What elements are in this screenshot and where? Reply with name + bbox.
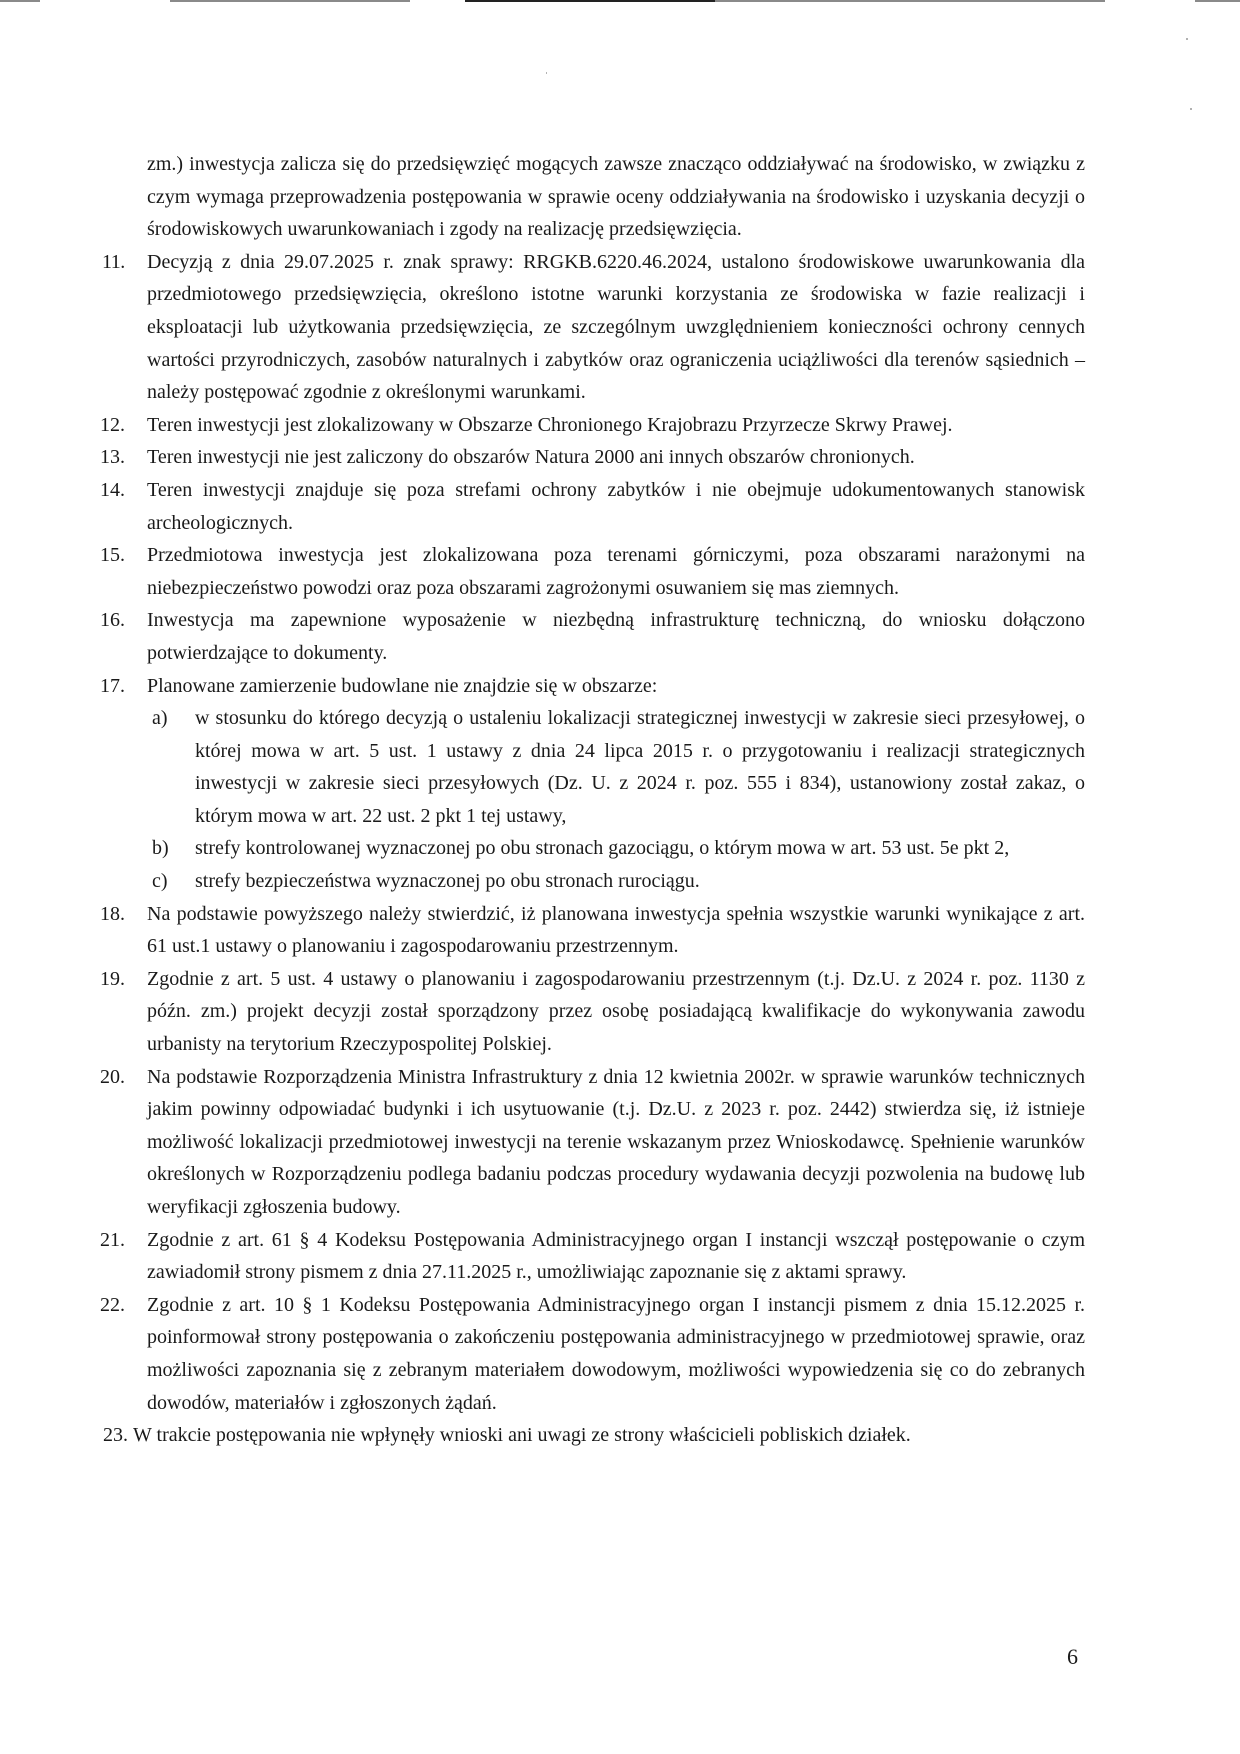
item-text: Teren inwestycji znajduje się poza strefami ochrony zabytków i nie obejmuje udokumentowanych stanowisk archeologicznych. [147,478,1085,534]
list-item-16 [100,604,1085,669]
scan-speck [1186,38,1188,40]
item-number: 11. [102,250,125,273]
item-number: 23. [103,1424,128,1447]
item-number: 14. [100,478,125,501]
list-item-11 [100,246,1085,409]
list-item-17 [100,670,1085,703]
sub-item-letter: b) [152,837,169,860]
list-item-22 [100,1289,1085,1419]
item-number: 16. [100,609,125,632]
sub-item-text: strefy kontrolowanej wyznaczonej po obu stronach gazociągu, o którym mowa w art. 53 ust. 5e pkt 2, [195,837,1010,860]
list-item-13 [100,441,1085,474]
list-item-23 [100,1419,1085,1452]
item-number: 17. [100,674,125,697]
sub-item-text: w stosunku do którego decyzją o ustaleniu lokalizacji strategicznej inwestycji w zakresie sieci przesyłowej, o której mowa w art. 5 ust. 1 ustawy z dnia 24 lipca 2015 r. o przygotowaniu i realizacji strategicznych inwestycji w zakresie sieci przesyłowych (Dz. U. z 2024 r. poz. 555 i 834), ustanowiony został zakaz, o którym mowa w art. 22 ust. 2 pkt 1 tej ustawy, [195,707,1085,827]
list-item-14 [100,474,1085,539]
page-number: 6 [1067,1644,1078,1669]
list-item-12 [100,409,1085,442]
item-number: 21. [100,1228,125,1251]
item-number: 18. [100,902,125,925]
item-text: Przedmiotowa inwestycja jest zlokalizowana poza terenami górniczymi, poza obszarami narażonymi na niebezpieczeństwo powodzi oraz poza obszarami zagrożonymi osuwaniem się mas ziemnych. [147,544,1085,599]
item-text: Zgodnie z art. 61 § 4 Kodeksu Postępowania Administracyjnego organ I instancji wszczął postępowanie o czym zawiadomił strony pismem z dnia 27.11.2025 r., umożliwiając zapoznanie się z aktami sprawy. [147,1228,1085,1284]
list-item-19 [100,963,1085,1061]
item-text: W trakcie postępowania nie wpłynęły wnioski ani uwagi ze strony właścicieli pobliskich działek. [133,1424,911,1447]
sub-item-b [100,832,1085,865]
item-number: 15. [100,544,125,567]
list-item-15 [100,539,1085,604]
sub-item-letter: a) [152,707,168,730]
sub-item-a [100,702,1085,832]
list-item-18 [100,898,1085,963]
item-text: Decyzją z dnia 29.07.2025 r. znak sprawy: RRGKB.6220.46.2024, ustalono środowiskowe uwarunkowania dla przedmiotowego przedsięwzięcia, określono istotne warunki korzystania ze środowiska w fazie realizacji i eksploatacji lub użytkowania przedsięwzięcia, ze szczególnym uwzględnieniem konieczności ochrony cennych wartości przyrodniczych, zasobów naturalnych i zabytków oraz ograniczenia uciążliwości dla terenów sąsiednich – należy postępować zgodnie z określonymi warunkami. [147,250,1085,404]
item-number: 20. [100,1065,125,1088]
item-text: Zgodnie z art. 5 ust. 4 ustawy o planowaniu i zagospodarowaniu przestrzennym (t.j. Dz.U. z 2024 r. poz. 1130 z późn. zm.) projekt decyzji został sporządzony przez osobę posiadającą kwalifikacje do wykonywania zawodu urbanisty na terytorium Rzeczypospolitej Polskiej. [147,967,1085,1056]
item-text: Na podstawie powyższego należy stwierdzić, iż planowana inwestycja spełnia wszystkie warunki wynikające z art. 61 ust.1 ustawy o planowaniu i zagospodarowaniu przestrzennym. [147,902,1085,958]
scan-speck [1190,108,1192,110]
scan-edge-artifact [0,0,1240,2]
item-number: 13. [100,446,125,469]
item-text: Inwestycja ma zapewnione wyposażenie w niezbędną infrastrukturę techniczną, do wniosku dołączono potwierdzające to dokumenty. [147,609,1085,664]
item-text: Zgodnie z art. 10 § 1 Kodeksu Postępowania Administracyjnego organ I instancji pismem z dnia 15.12.2025 r. poinformował strony postępowania o zakończeniu postępowania administracyjnego w przedmiotowej sprawie, oraz możliwości zapoznania się z zebranym materiałem dowodowym, możliwości wypowiedzenia się co do zebranych dowodów, materiałów i zgłoszonych żądań. [147,1293,1085,1414]
scan-speck [546,72,547,74]
item-text: Na podstawie Rozporządzenia Ministra Infrastruktury z dnia 12 kwietnia 2002r. w sprawie warunków technicznych jakim powinny odpowiadać budynki i ich usytuowanie (t.j. Dz.U. z 2023 r. poz. 2442) stwierdza się, iż istnieje możliwość lokalizacji przedmiotowej inwestycji na terenie wskazanym przez Wnioskodawcę. Spełnienie warunków określonych w Rozporządzeniu podlega badaniu podczas procedury wydawania decyzji pozwolenia na budowę lub weryfikacji zgłoszenia budowy. [147,1065,1085,1218]
item-text: Planowane zamierzenie budowlane nie znajdzie się w obszarze: [147,674,658,697]
list-item-20 [100,1061,1085,1224]
item-number: 19. [100,967,125,990]
sub-item-letter: c) [152,870,168,893]
item-number: 22. [100,1293,125,1316]
continuation-paragraph: zm.) inwestycja zalicza się do przedsięwzięć mogących zawsze znacząco oddziaływać na środowisko, w związku z czym wymaga przeprowadzenia postępowania w sprawie oceny oddziaływania na środowisko i uzyskania decyzji o środowiskowych uwarunkowaniach i zgody na realizację przedsięwzięcia. [147,153,1085,241]
item-text: Teren inwestycji nie jest zaliczony do obszarów Natura 2000 ani innych obszarów chronionych. [147,446,915,469]
document-page [100,148,1085,1452]
sub-item-c [100,865,1085,898]
sub-item-text: strefy bezpieczeństwa wyznaczonej po obu stronach rurociągu. [195,870,700,893]
item-text: Teren inwestycji jest zlokalizowany w Obszarze Chronionego Krajobrazu Przyrzecze Skrwy Prawej. [147,413,953,436]
item-number: 12. [100,413,125,436]
list-item-21 [100,1224,1085,1289]
